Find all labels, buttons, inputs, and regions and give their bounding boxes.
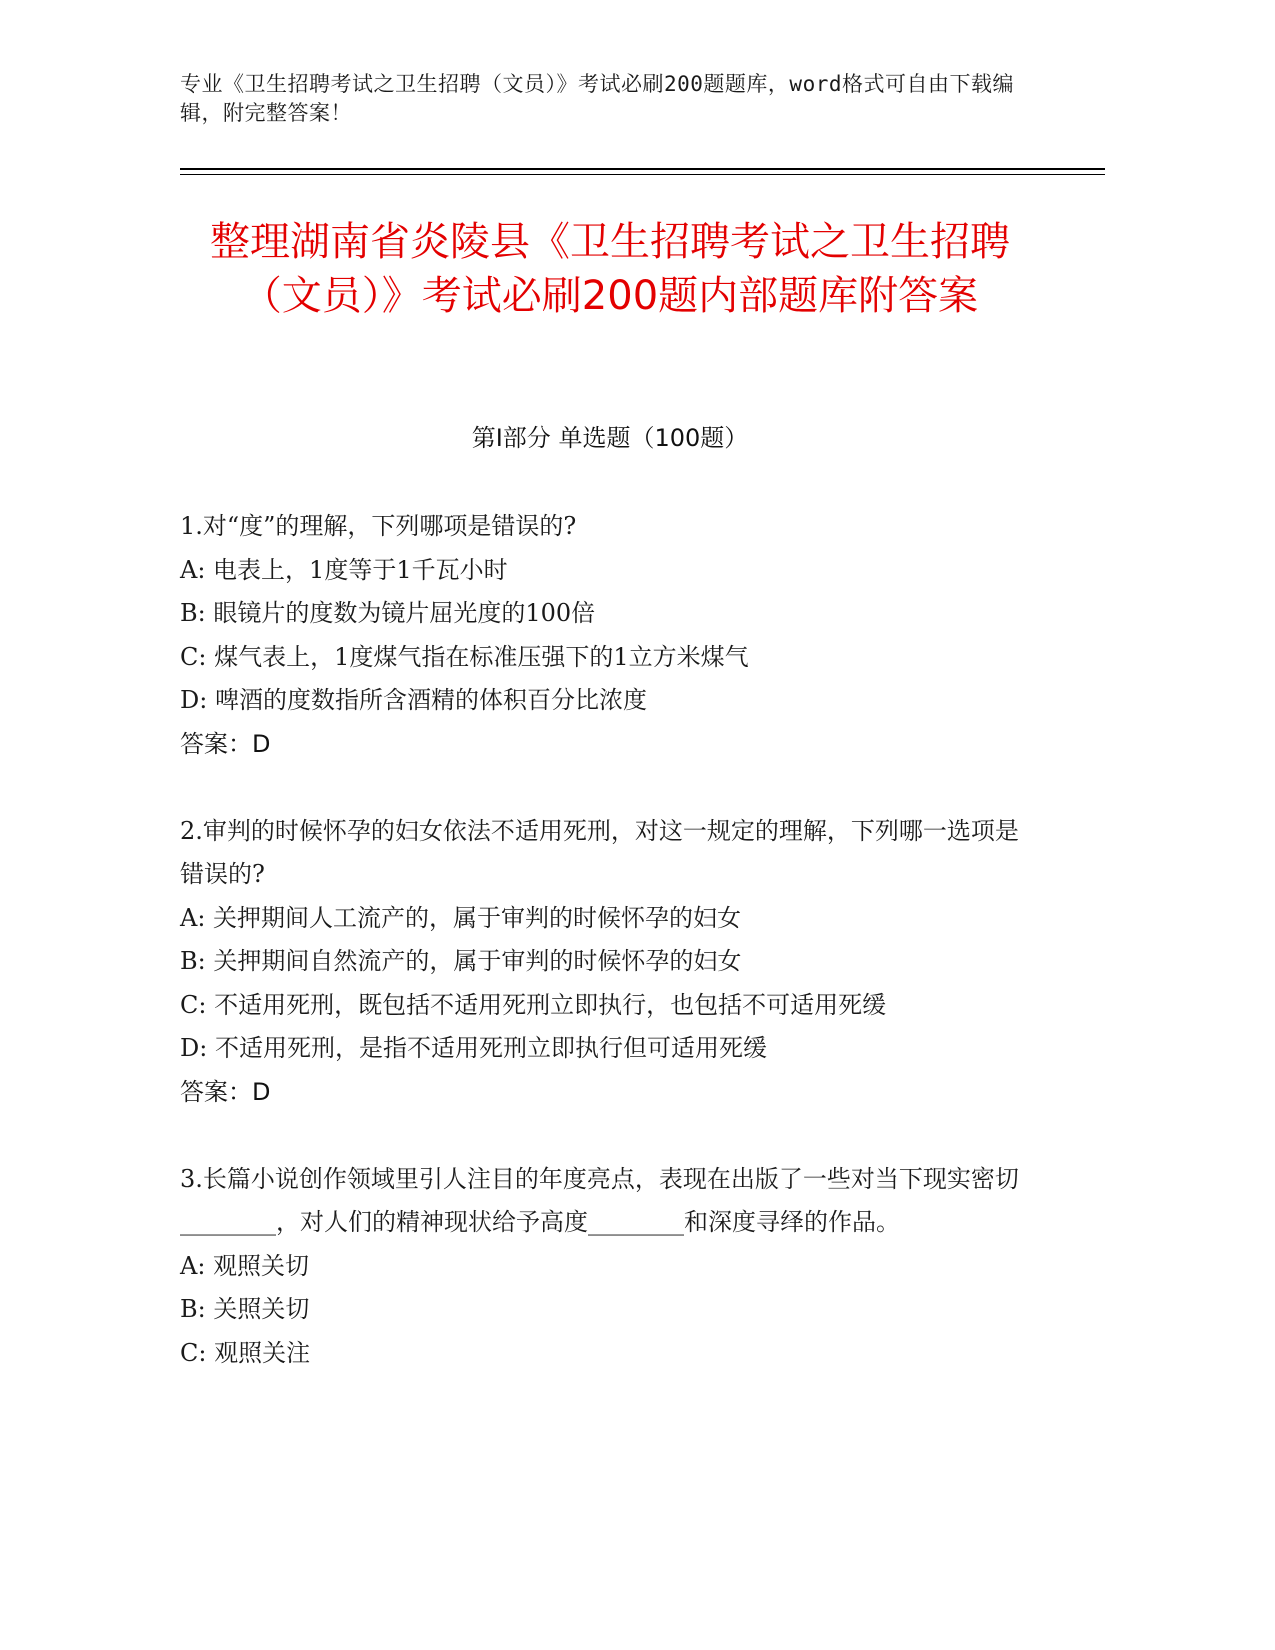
question-stem: 3.长篇小说创作领域里引人注目的年度亮点，表现在出版了一些对当下现实密切________，对人们的精神现状给予高度________和深度寻绎的作品。 [180, 1164, 1019, 1236]
question-3 [180, 1158, 1030, 1376]
option-b: B: 眼镜片的度数为镜片屈光度的100倍 [180, 599, 596, 627]
question-list [180, 505, 1030, 1375]
option-a: A: 关押期间人工流产的，属于审判的时候怀孕的妇女 [180, 903, 742, 932]
header-divider [180, 168, 1105, 170]
option-b: B: 关押期间自然流产的，属于审判的时候怀孕的妇女 [180, 947, 742, 975]
question-stem: 1.对“度”的理解，下列哪项是错误的? [180, 512, 577, 540]
option-a: A: 电表上，1度等于1千瓦小时 [180, 555, 508, 584]
header-divider-thin [180, 174, 1105, 175]
answer: 答案：D [180, 1077, 271, 1106]
document-title: 整理湖南省炎陵县《卫生招聘考试之卫生招聘（文员）》考试必刷200题内部题库附答案 [210, 219, 1010, 319]
option-d: D: 不适用死刑，是指不适用死刑立即执行但可适用死缓 [180, 1034, 767, 1062]
question-stem: 2.审判的时候怀孕的妇女依法不适用死刑，对这一规定的理解，下列哪一选项是错误的? [180, 816, 1019, 888]
option-d: D: 啤酒的度数指所含酒精的体积百分比浓度 [180, 686, 647, 714]
section-heading: 第I部分 单选题（100题） [471, 424, 749, 452]
option-a: A: 观照关切 [180, 1251, 310, 1280]
option-c: C: 不适用死刑，既包括不适用死刑立即执行，也包括不可适用死缓 [180, 990, 887, 1019]
question-2 [180, 810, 1030, 1115]
question-1 [180, 505, 1030, 766]
answer: 答案：D [180, 729, 271, 758]
option-b: B: 关照关切 [180, 1295, 310, 1323]
option-c: C: 煤气表上，1度煤气指在标准压强下的1立方米煤气 [180, 642, 749, 671]
header-note: 专业《卫生招聘考试之卫生招聘（文员）》考试必刷200题题库，word格式可自由下载编辑，附完整答案！ [180, 72, 1014, 125]
option-c: C: 观照关注 [180, 1338, 311, 1367]
